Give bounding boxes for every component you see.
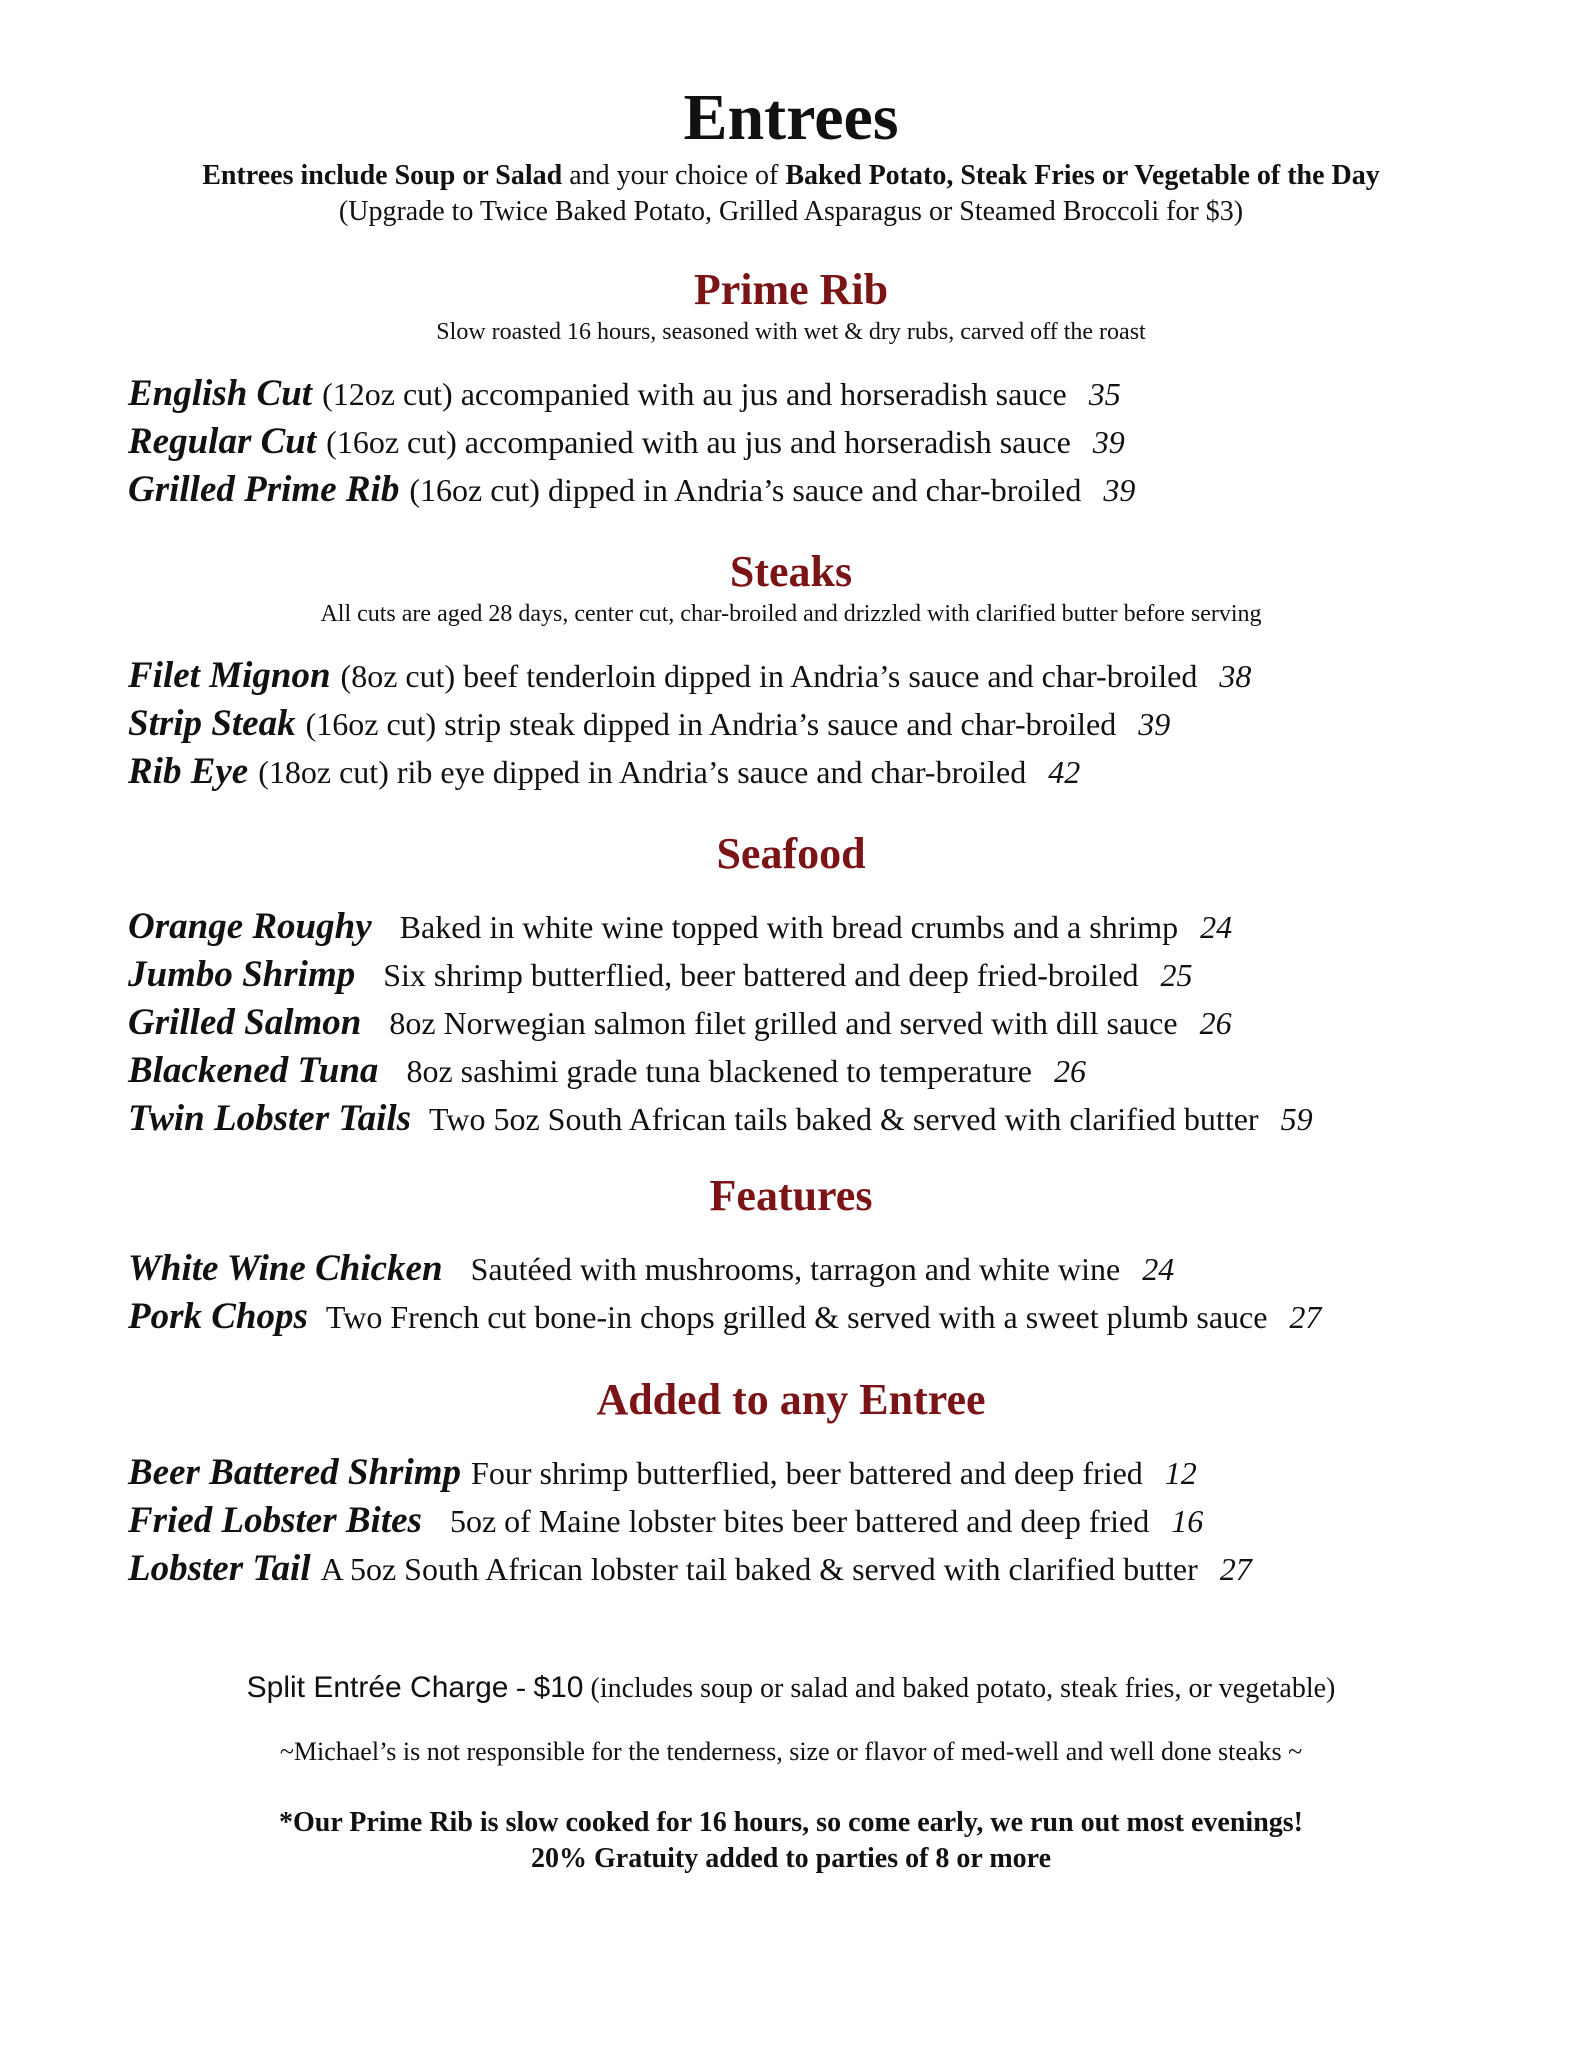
item-desc: A 5oz South African lobster tail baked & served with clarified butter (320, 1551, 1198, 1587)
item-name: English Cut (128, 373, 313, 414)
menu-item (128, 748, 1528, 796)
split-charge-line (0, 1668, 1582, 1709)
page-title: Entrees (683, 81, 899, 154)
item-price: 39 (1092, 424, 1125, 460)
menu-item (128, 370, 1528, 418)
split-label: Split Entrée Charge (246, 1671, 509, 1704)
item-name: Grilled Salmon (128, 1002, 362, 1043)
item-name: Jumbo Shrimp (128, 954, 356, 995)
item-name: Regular Cut (128, 421, 317, 462)
section-heading-steaks: Steaks (729, 547, 853, 596)
item-desc: (16oz cut) strip steak dipped in Andria’s sauce and char-broiled (305, 706, 1117, 742)
item-desc: (16oz cut) dipped in Andria’s sauce and char-broiled (409, 472, 1082, 508)
menu-item (128, 466, 1528, 514)
section-heading-added: Added to any Entree (596, 1375, 986, 1424)
split-note: (includes soup or salad and baked potato, steak fries, or vegetable) (583, 1673, 1336, 1704)
item-desc: (16oz cut) accompanied with au jus and horseradish sauce (326, 424, 1071, 460)
section-heading-features: Features (709, 1171, 873, 1220)
item-name: Fried Lobster Bites (128, 1500, 422, 1541)
menu-item (128, 951, 1528, 999)
menu-item (128, 999, 1528, 1047)
item-desc: Four shrimp butterflied, beer battered and deep fried (471, 1455, 1143, 1491)
intro-bold-b: Baked Potato, Steak Fries or Vegetable of the Day (785, 160, 1380, 191)
item-price: 27 (1219, 1551, 1252, 1587)
menu-item (128, 1293, 1528, 1341)
item-name: Strip Steak (128, 703, 296, 744)
item-price: 39 (1103, 472, 1136, 508)
intro-plain: and your choice of (562, 160, 786, 191)
item-desc: Baked in white wine topped with bread crumbs and a shrimp (399, 909, 1179, 945)
item-name: Orange Roughy (128, 906, 372, 947)
menu-item (128, 700, 1528, 748)
intro-line-1 (0, 158, 1582, 194)
section-items-features (128, 1245, 1528, 1341)
item-desc: Sautéed with mushrooms, tarragon and white wine (470, 1251, 1121, 1287)
item-name: White Wine Chicken (128, 1248, 443, 1289)
intro-bold-a: Entrees include Soup or Salad (202, 160, 563, 191)
item-name: Grilled Prime Rib (128, 469, 400, 510)
item-price: 25 (1160, 957, 1193, 993)
item-name: Lobster Tail (128, 1548, 311, 1589)
menu-item (128, 652, 1528, 700)
item-desc: 5oz of Maine lobster bites beer battered and deep fried (449, 1503, 1150, 1539)
split-dash: - (508, 1671, 534, 1704)
item-price: 59 (1280, 1101, 1313, 1137)
item-price: 35 (1088, 376, 1121, 412)
item-desc: 8oz sashimi grade tuna blackened to temperature (406, 1053, 1032, 1089)
item-price: 24 (1142, 1251, 1175, 1287)
item-price: 39 (1138, 706, 1171, 742)
notice-line-1: *Our Prime Rib is slow cooked for 16 hours, so come early, we run out most evenings! (278, 1807, 1304, 1838)
menu-item (128, 1095, 1528, 1143)
menu-item (128, 418, 1528, 466)
menu-item (128, 1497, 1528, 1545)
item-price: 12 (1164, 1455, 1197, 1491)
item-desc: 8oz Norwegian salmon filet grilled and served with dill sauce (389, 1005, 1178, 1041)
item-name: Blackened Tuna (128, 1050, 379, 1091)
item-desc: (8oz cut) beef tenderloin dipped in Andria’s sauce and char-broiled (340, 658, 1198, 694)
section-heading-prime-rib: Prime Rib (693, 265, 889, 314)
menu-item (128, 1449, 1528, 1497)
item-desc: Two French cut bone-in chops grilled & served with a sweet plumb sauce (325, 1299, 1268, 1335)
item-price: 42 (1048, 754, 1081, 790)
item-desc: (12oz cut) accompanied with au jus and horseradish sauce (322, 376, 1067, 412)
section-items-steaks (128, 652, 1528, 796)
item-desc: Six shrimp butterflied, beer battered and deep fried-broiled (383, 957, 1139, 993)
section-desc-steaks: All cuts are aged 28 days, center cut, char-broiled and drizzled with clarified butter before serving (320, 601, 1262, 627)
item-name: Twin Lobster Tails (128, 1098, 412, 1139)
section-heading-seafood: Seafood (716, 829, 866, 878)
item-price: 26 (1199, 1005, 1232, 1041)
item-desc: (18oz cut) rib eye dipped in Andria’s sauce and char-broiled (258, 754, 1027, 790)
item-name: Filet Mignon (128, 655, 331, 696)
menu-item (128, 1545, 1528, 1593)
section-items-prime-rib (128, 370, 1528, 514)
menu-item (128, 903, 1528, 951)
item-price: 38 (1219, 658, 1252, 694)
menu-item (128, 1245, 1528, 1293)
item-price: 24 (1200, 909, 1233, 945)
disclaimer: ~Michael’s is not responsible for the tenderness, size or flavor of med-well and well done steaks ~ (279, 1737, 1303, 1766)
item-price: 26 (1053, 1053, 1086, 1089)
intro-line-2: (Upgrade to Twice Baked Potato, Grilled Asparagus or Steamed Broccoli for $3) (338, 196, 1244, 227)
menu-item (128, 1047, 1528, 1095)
split-price: $10 (533, 1671, 584, 1704)
section-desc-prime-rib: Slow roasted 16 hours, seasoned with wet & dry rubs, carved off the roast (436, 319, 1146, 345)
item-price: 16 (1171, 1503, 1204, 1539)
item-name: Pork Chops (128, 1296, 308, 1337)
item-desc: Two 5oz South African tails baked & served with clarified butter (429, 1101, 1259, 1137)
item-name: Beer Battered Shrimp (128, 1452, 462, 1493)
item-price: 27 (1289, 1299, 1322, 1335)
item-name: Rib Eye (128, 751, 249, 792)
notice-line-2: 20% Gratuity added to parties of 8 or more (530, 1843, 1052, 1874)
section-items-seafood (128, 903, 1528, 1143)
section-items-added (128, 1449, 1528, 1593)
